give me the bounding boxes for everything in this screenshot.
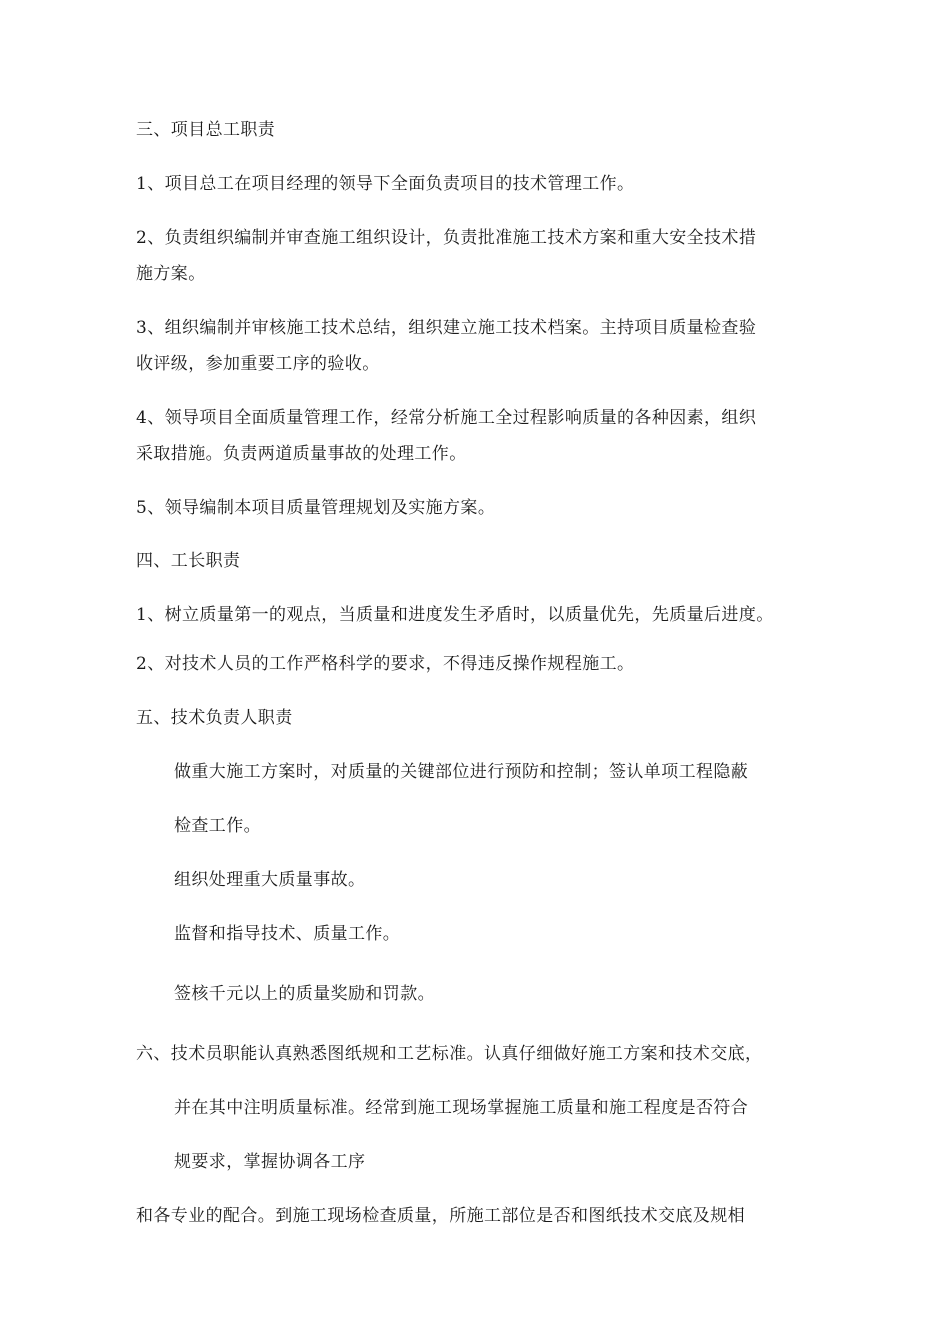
paragraph-line: 2、对技术人员的工作严格科学的要求，不得违反操作规程施工。 — [136, 654, 635, 674]
paragraph-line: 检查工作。 — [174, 816, 261, 836]
paragraph-line: 签核千元以上的质量奖励和罚款。 — [174, 984, 435, 1004]
paragraph-line: 组织处理重大质量事故。 — [174, 870, 366, 890]
paragraph-line: 5、领导编制本项目质量管理规划及实施方案。 — [136, 498, 496, 518]
paragraph-line: 六、技术员职能认真熟悉图纸规和工艺标准。认真仔细做好施工方案和技术交底， — [136, 1044, 763, 1064]
section-heading: 四、工长职责 — [136, 551, 241, 571]
paragraph-line: 2、负责组织编制并审查施工组织设计，负责批准施工技术方案和重大安全技术措 — [136, 228, 757, 248]
paragraph-line: 1、树立质量第一的观点，当质量和进度发生矛盾时，以质量优先，先质量后进度。 — [136, 605, 774, 625]
paragraph-line: 监督和指导技术、质量工作。 — [174, 924, 401, 944]
paragraph-line: 3、组织编制并审核施工技术总结，组织建立施工技术档案。主持项目质量检查验 — [136, 318, 757, 338]
paragraph-line: 并在其中注明质量标准。经常到施工现场掌握施工质量和施工程度是否符合 — [174, 1098, 749, 1118]
paragraph-line: 规要求，掌握协调各工序 — [174, 1152, 366, 1172]
paragraph-line: 收评级，参加重要工序的验收。 — [136, 354, 380, 374]
paragraph-line: 和各专业的配合。到施工现场检查质量，所施工部位是否和图纸技术交底及规相 — [136, 1206, 745, 1226]
paragraph-line: 1、项目总工在项目经理的领导下全面负责项目的技术管理工作。 — [136, 174, 635, 194]
section-heading: 三、项目总工职责 — [136, 120, 276, 140]
paragraph-line: 施方案。 — [136, 264, 206, 284]
section-heading: 五、技术负责人职责 — [136, 708, 293, 728]
paragraph-line: 做重大施工方案时，对质量的关键部位进行预防和控制；签认单项工程隐蔽 — [174, 762, 749, 782]
paragraph-line: 4、领导项目全面质量管理工作，经常分析施工全过程影响质量的各种因素，组织 — [136, 408, 757, 428]
paragraph-line: 采取措施。负责两道质量事故的处理工作。 — [136, 444, 467, 464]
